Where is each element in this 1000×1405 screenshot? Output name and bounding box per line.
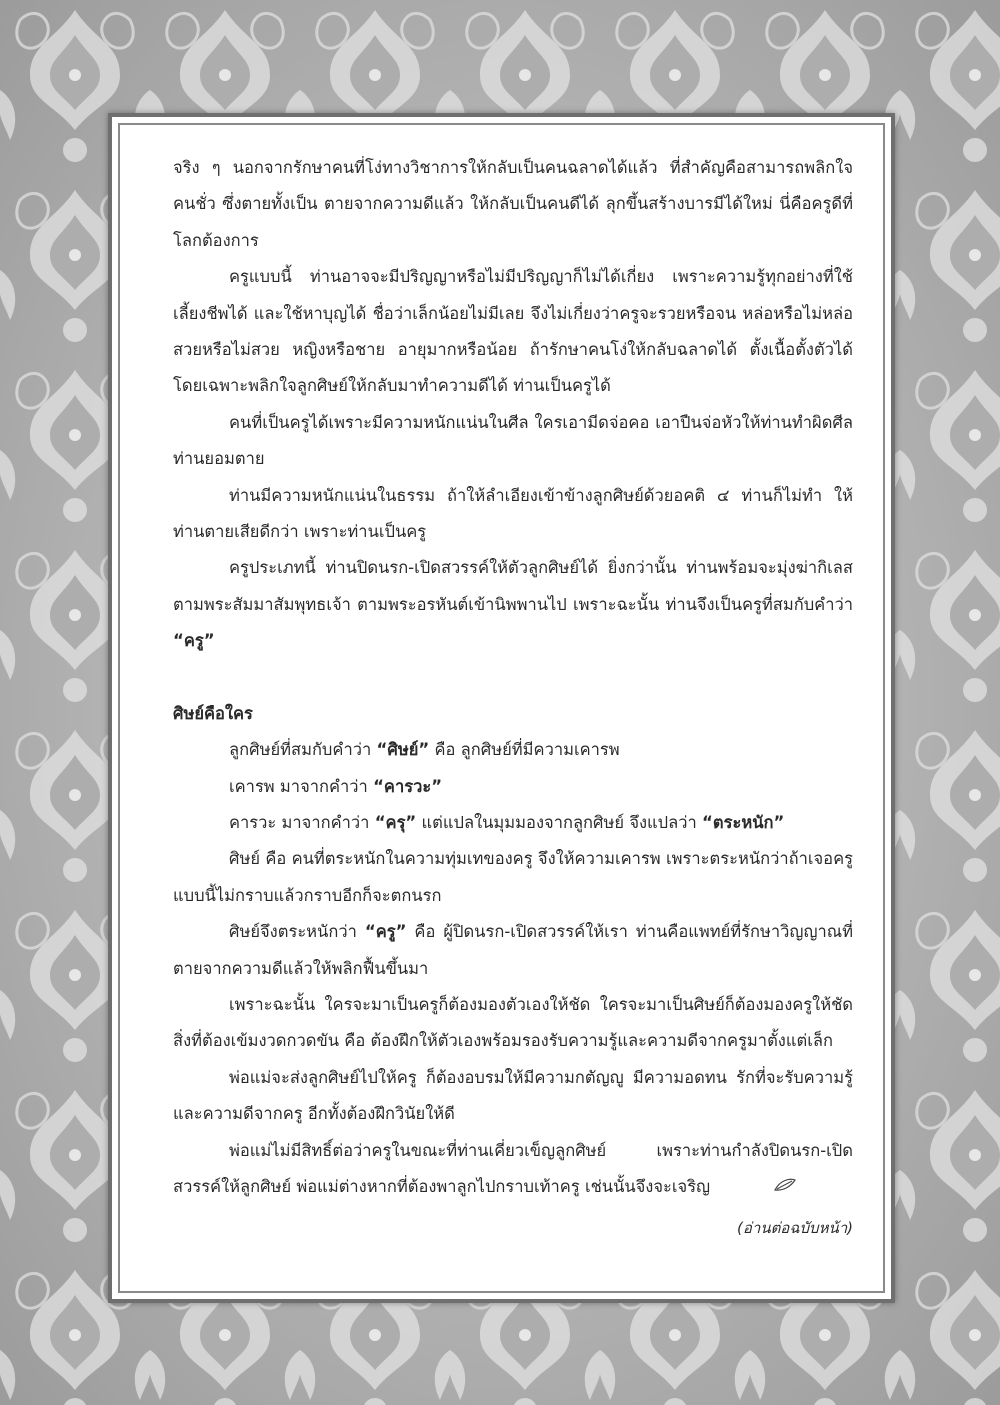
section-paragraph-5-a: ศิษย์จึงตระหนักว่า xyxy=(229,922,365,942)
section-line-2 xyxy=(173,769,853,805)
continue-next-issue: (อ่านต่อฉบับหน้า) xyxy=(737,1218,853,1237)
section-heading: ศิษย์คือใคร xyxy=(173,703,253,723)
section-paragraph-8-text: พ่อแม่ไม่มีสิทธิ์ต่อว่าครูในขณะที่ท่านเคี่ยวเข็ญลูกศิษย์ เพราะท่านกำลังปิดนรก-เปิดสวรรค์ให้ลูกศิษย์ พ่อแม่ต่างหากที่ต้องพาลูกไปกราบเท้าครู เช่นนั้นจึงจะเจริญ xyxy=(173,1140,853,1196)
section-line-1-bold: “ศิษย์” xyxy=(376,740,430,760)
section-line-2-a: เคารพ มาจากคำว่า xyxy=(229,776,374,796)
paragraph-2: ครูแบบนี้ ท่านอาจจะมีปริญญาหรือไม่มีปริญญาก็ไม่ได้เกี่ยง เพราะความรู้ทุกอย่างที่ใช้เลี้ยงชีพได้ และใช้หาบุญได้ ชื่อว่าเล็กน้อยไม่มีเลย จึงไม่เกี่ยงว่าครูจะรวยหรือจน หล่อหรือไม่หล่อ สวยหรือไม่สวย หญิงหรือชาย อายุมากหรือน้อย ถ้ารักษาคนโง่ให้กลับฉลาดได้ ตั้งเนื้อตั้งตัวได้ โดยเฉพาะพลิกใจลูกศิษย์ให้กลับมาทำความดีได้ ท่านเป็นครูได้ xyxy=(173,267,853,396)
section-line-3-a: คารวะ มาจากคำว่า xyxy=(229,812,375,832)
section-paragraph-5-c: คือ ผู้ปิดนรก-เปิดสวรรค์ให้เรา ท่านคือแพทย์ที่รักษาวิญญาณที่ตายจากความดีแล้วให้พลิกฟื้นขึ้นมา xyxy=(173,922,853,978)
section-paragraph-5 xyxy=(173,914,853,987)
section-paragraph-8 xyxy=(173,1133,853,1206)
paragraph-1: จริง ๆ นอกจากรักษาคนที่โง่ทางวิชาการให้กลับเป็นคนฉลาดได้แล้ว ที่สำคัญคือสามารถพลิกใจคนชั่ว ซึ่งตายทั้งเป็น ตายจากความดีแล้ว ให้กลับเป็นคนดีได้ ลุกขึ้นสร้างบารมีได้ใหม่ นี่คือครูดีที่โลกต้องการ xyxy=(173,158,853,250)
section-line-1-a: ลูกศิษย์ที่สมกับคำว่า xyxy=(229,740,377,760)
section-paragraph-5-bold: “ครู” xyxy=(364,922,407,942)
section-line-2-bold: “คารวะ” xyxy=(373,776,443,796)
paragraph-4: ท่านมีความหนักแน่นในธรรม ถ้าให้ลำเอียงเข้าข้างลูกศิษย์ด้วยอคติ ๔ ท่านก็ไม่ทำ ให้ท่านตายเสียดีกว่า เพราะท่านเป็นครู xyxy=(173,485,853,542)
section-line-1-c: คือ ลูกศิษย์ที่มีความเคารพ xyxy=(429,740,620,760)
paragraph-5-bold: “ครู” xyxy=(173,631,215,651)
section-line-3 xyxy=(173,805,853,841)
section-line-3-c: แต่แปลในมุมมองจากลูกศิษย์ จึงแปลว่า xyxy=(416,812,703,832)
section-line-3-bold-1: “ครุ” xyxy=(374,812,417,832)
section-paragraph-7: พ่อแม่จะส่งลูกศิษย์ไปให้ครู ก็ต้องอบรมให้มีความกตัญญู มีความอดทน รักที่จะรับความรู้และความดีจากครู อีกทั้งต้องฝึกวินัยให้ดี xyxy=(173,1067,853,1124)
section-line-1 xyxy=(173,732,853,768)
section-line-3-bold-2: “ตระหนัก” xyxy=(702,812,785,832)
leaf-end-icon xyxy=(718,1169,796,1205)
section-paragraph-6: เพราะฉะนั้น ใครจะมาเป็นครูก็ต้องมองตัวเองให้ชัด ใครจะมาเป็นศิษย์ก็ต้องมองครูให้ชัด สิ่งที่ต้องเข้มงวดกวดขัน คือ ต้องฝึกให้ตัวเองพร้อมรองรับความรู้และความดีจากครูมาตั้งแต่เล็ก xyxy=(173,994,853,1051)
section-paragraph-4: ศิษย์ คือ คนที่ตระหนักในความทุ่มเทของครู จึงให้ความเคารพ เพราะตระหนักว่าถ้าเจอครูแบบนี้ไม่กราบแล้วกราบอีกก็จะตกนรก xyxy=(173,849,853,905)
article-body xyxy=(173,150,853,1246)
paragraph-5-text: ครูประเภทนี้ ท่านปิดนรก-เปิดสวรรค์ให้ตัวลูกศิษย์ได้ ยิ่งกว่านั้น ท่านพร้อมจะมุ่งฆ่ากิเลสตามพระสัมมาสัมพุทธเจ้า ตามพระอรหันต์เข้านิพพานไป เพราะฉะนั้น ท่านจึงเป็นครูที่สมกับคำว่า xyxy=(173,558,853,614)
paragraph-5 xyxy=(173,550,853,659)
paragraph-3: คนที่เป็นครูได้เพราะมีความหนักแน่นในศีล ใครเอามีดจ่อคอ เอาปืนจ่อหัวให้ท่านทำผิดศีล ท่านยอมตาย xyxy=(173,412,853,469)
